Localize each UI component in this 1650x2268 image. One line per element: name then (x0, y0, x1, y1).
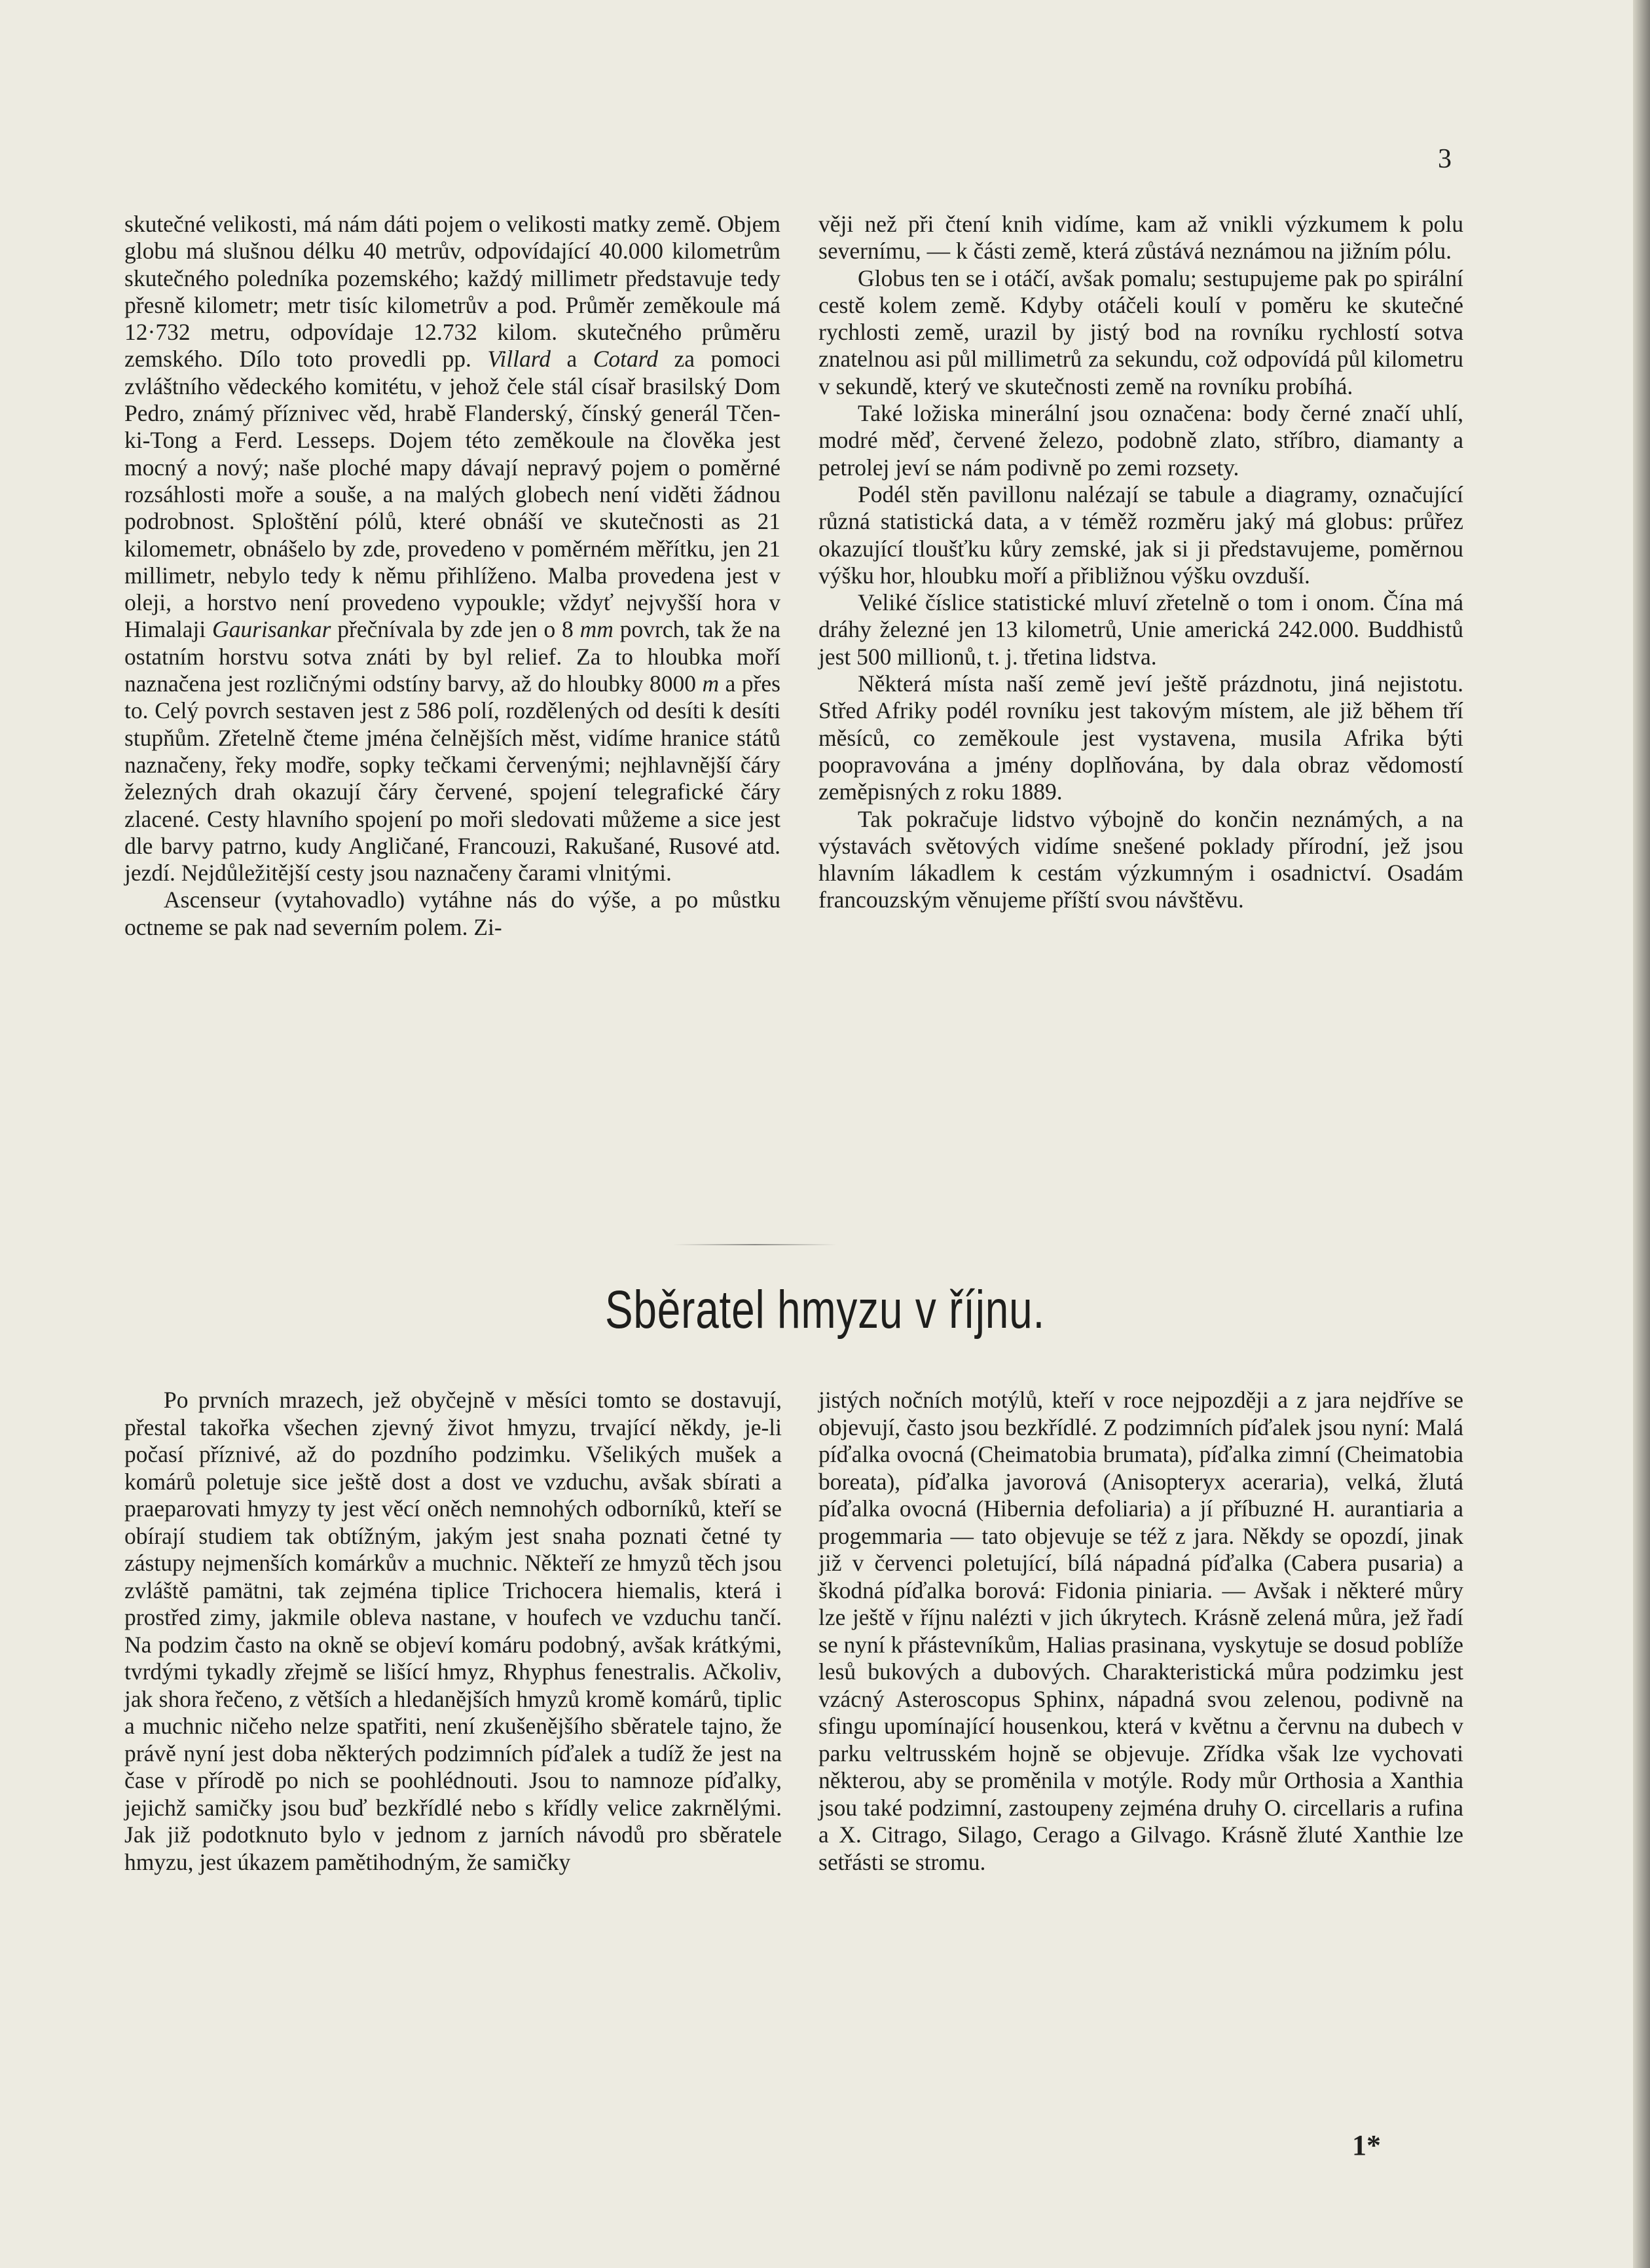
article1-right-paragraph-5: Veliké číslice statistické mluví zřetelně o tom i onom. Čína má dráhy železné jen 13 kilometrů, Unie americká 242.000. Buddhistů jest 500 millionů, t. j. třetina lidstva. (818, 589, 1463, 670)
name-gaurisankar: Gaurisankar (212, 616, 331, 643)
article-title: Sběratel hmyzu v říjnu. (604, 1280, 1046, 1340)
article1-right-paragraph-4: Podél stěn pavillonu nalézají se tabule a diagramy, označující různá statistická data, a v téměž rozměru jaký má globus: průřez okazující tloušťku kůry zemské, jak si ji představujeme, poměrnou výšku hor, hloubku moří a přibližnou výšku ovzduší. (818, 481, 1463, 589)
text-segment: povrch, tak že na ostatním horstvu sotva znáti by byl relief. Za to hloubka moří naznačena jest rozličnými odstíny barvy, až do hloubky 8000 (124, 616, 780, 697)
article1-right-paragraph-7: Tak pokračuje lidstvo výbojně do končin neznámých, a na výstavách světových vidíme snešené poklady přírodní, jež jsou hlavním lákadlem k cestám výzkumným i osadnictví. Osadám francouzským věnujeme příští svou návštěvu. (818, 805, 1463, 913)
article1-right-paragraph-1: věji než při čtení knih vidíme, kam až vnikli výzkumem k polu severnímu, — k části země, která zůstává neznámou na jižním pólu. (818, 211, 1463, 265)
article2-right-column (818, 1387, 1463, 1876)
page-edge (1633, 0, 1650, 2268)
text-segment: přečnívala by zde jen o 8 (337, 616, 574, 643)
text-segment: a přes to. Celý povrch sestaven jest z 586 polí, rozdělených od desíti k desíti stupňům. Zřetelně čteme jména čelnějších měst, vidíme hranice států naznačeny, řeky modře, sopky tečkami červenými; nejhlavnější čáry železných drah okazují čáry červené, spojení telegrafické čáry zlacené. Cesty hlavního spojení po moři sledovati můžeme a sice jest dle barvy patrno, kudy Angličané, Francouzi, Rakušané, Rusové atd. jezdí. Nejdůležitější cesty jsou naznačeny čarami vlnitými. (124, 670, 781, 887)
signature-mark: 1* (1352, 2129, 1381, 2161)
article1-right-paragraph-2: Globus ten se i otáčí, avšak pomalu; sestupujeme pak po spirální cestě kolem země. Kdyby otáčeli koulí v poměru ke skutečné rychlosti země, urazil by jistý bod na rovníku rychlostí sotva znatelnou asi půl millimetrů za sekundu, což odpovídá půl kilometru v sekundě, který ve skutečnosti země na rovníku probíhá. (818, 265, 1463, 399)
article1-left-column (124, 211, 780, 941)
article1-left-paragraph-2: Ascenseur (vytahovadlo) vytáhne nás do výše, a po můstku octneme se pak nad severním polem. Zi- (124, 887, 780, 940)
unit-mm: mm (579, 616, 614, 643)
article1-right-column (818, 211, 1463, 914)
article2-left-column (124, 1387, 782, 1876)
article2-left-paragraph-1: Po prvních mrazech, jež obyčejně v měsíci tomto se dostavují, přestal takořka všechen zjevný život hmyzu, trvající někdy, je-li počasí příznivé, až do pozdního podzimku. Všelikých mušek a komárů poletuje sice ještě dost a dost ve vzduchu, avšak sbírati a praeparovati hmyzy ty jest věcí oněch nemnohých odborníků, kteří se obírají studiem tak obtížným, jakým jest snaha poznati četné ty zástupy nejmenších komárkův a muchnic. Někteří ze hmyzů těch jsou zvláště pamätni, tak zejména tiplice Trichocera hiemalis, která i prostřed zimy, jakmile obleva nastane, v houfech ve vzduchu tančí. Na podzim často na okně se objeví komáru podobný, avšak krátkými, tvrdými tykadly zřejmě se lišící hmyz, Rhyphus fenestralis. Ačkoliv, jak shora řečeno, z větších a hledanějších hmyzů kromě komárů, tiplic a muchnic ničeho nelze spatřiti, není zkušenějšího sběratele tajno, že právě nyní jest doba některých podzimních píďalek a tudíž že jest na čase v přírodě po nich se poohlédnouti. Jsou to namnoze píďalky, jejichž samičky jsou buď bezkřídlé nebo s křídly velice zakrnělými. Jak již podotknuto bylo v jednom z jarních návodů pro sběratele hmyzu, jest úkazem pamětihodným, že samičky (124, 1387, 782, 1875)
section-divider (673, 1244, 837, 1245)
unit-m: m (702, 670, 720, 697)
text-segment: a (566, 346, 578, 373)
name-villard: Villard (487, 346, 551, 373)
article1-left-paragraph-1 (124, 211, 780, 887)
name-cotard: Cotard (593, 346, 659, 373)
article1-right-paragraph-6: Některá místa naší země jeví ještě prázdnotu, jiná nejistotu. Střed Afriky podél rovníku jest takovým místem, ale již během tří měsíců, co zeměkoule jest vystavena, musila Afrika býti poopravována a jmény doplňována, by dala obraz vědomostí zeměpisných z roku 1889. (818, 670, 1463, 805)
article2-right-paragraph-1: jistých nočních motýlů, kteří v roce nejpozději a z jara nejdříve se objevují, často jsou bezkřídlé. Z podzimních píďalek jsou nyní: Malá píďalka ovocná (Cheimatobia brumata), píďalka zimní (Cheimatobia boreata), píďalka javorová (Anisopteryx aceraria), velká, žlutá píďalka ovocná (Hibernia defoliaria) a jí příbuzné H. aurantiaria a progemmaria — tato objevuje se též z jara. Někdy se opozdí, jinak již v červenci poletující, bílá nápadná píďalka (Cabera pusaria) a škodná píďalka borová: Fidonia piniaria. — Avšak i některé můry lze ještě v říjnu nalézti v jich úkrytech. Krásně zelená můra, jež řadí se nyní k přástevníkům, Halias prasinana, vyskytuje se dosud poblíže lesů bukových a dubových. Charakteristická můra podzimku jest vzácný Asteroscopus Sphinx, nápadná svou zelenou, podivně na sfingu upomínající housenkou, která v květnu a červnu na dubech v parku veltrusském hojně se objevuje. Zřídka však lze vychovati některou, aby se proměnila v motýle. Rody můr Orthosia a Xanthia jsou také podzimní, zastoupeny zejména druhy O. circellaris a rufina a X. Citrago, Silago, Cerago a Gilvago. Krásně žluté Xanthie lze setřásti se stromu. (818, 1387, 1463, 1875)
text-segment: za pomoci zvláštního vědeckého komitétu, v jehož čele stál císař brasilský Dom Pedro, známý příznivec věd, hrabě Flanderský, čínský generál Tčen-ki-Tong a Ferd. Lesseps. Dojem této zeměkoule na člověka jest mocný a nový; naše ploché mapy dávají nepravý pojem o poměrné rozsáhlosti moře a souše, a na malých globech není viděti žádnou podrobnost. Sploštění pólů, které obnáší ve skutečnosti as 21 kilomemetr, obnášelo by zde, provedeno v poměrném měřítku, jen 21 millimetr, nebylo tedy k němu přihlíženo. Malba provedena jest v oleji, a horstvo není provedeno vypoukle; vždyť nejvyšší hora v Himalaji (124, 346, 781, 643)
article1-right-paragraph-3: Také ložiska minerální jsou označena: body černé značí uhlí, modré měď, červené železo, podobně zlato, stříbro, diamanty a petrolej jeví se nám podivně po zemi rozsety. (818, 400, 1463, 481)
page-number: 3 (1438, 144, 1452, 174)
text-segment: skutečné velikosti, má nám dáti pojem o velikosti matky země. Objem globu má slušnou délku 40 metrův, odpovídající 40.000 kilometrům skutečného poledníka pozemského; každý millimetr představuje tedy přesně kilometr; metr tisíc kilometrův a pod. Průměr zeměkoule má 12·732 metru, odpovídaje 12.732 kilom. skutečného průměru zemského. Dílo toto provedli pp. (124, 211, 780, 373)
